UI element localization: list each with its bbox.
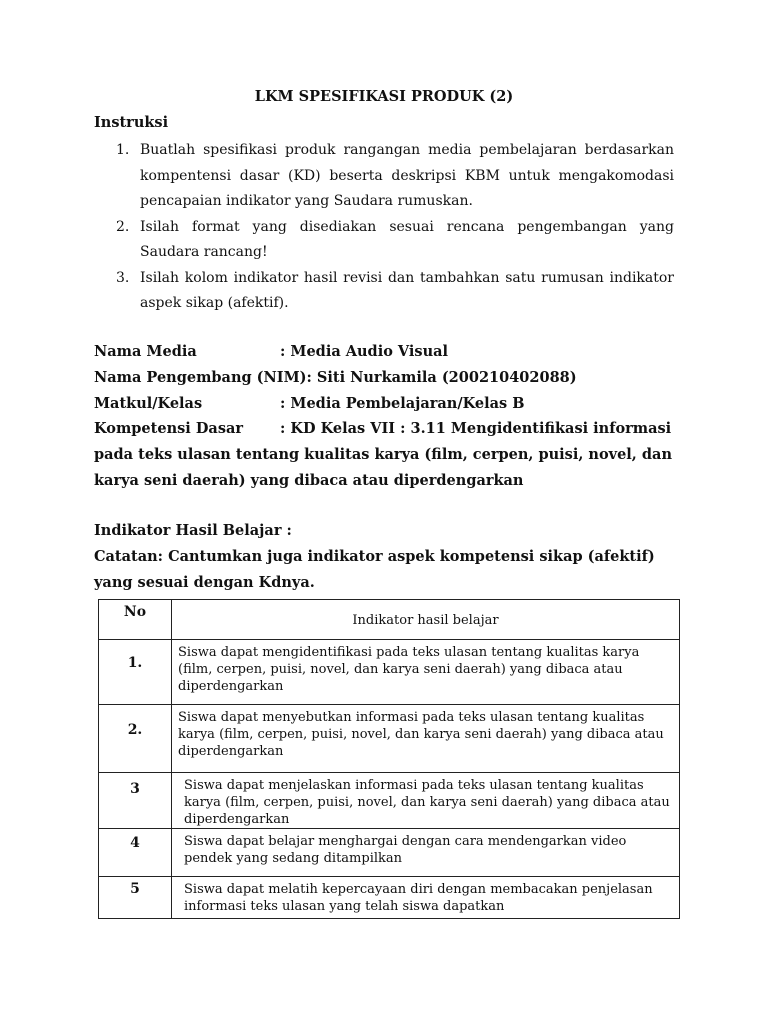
row-indicator: Siswa dapat menjelaskan informasi pada teks ulasan tentang kualitas karya (film, cerpen, puisi, novel, dan karya seni daerah) yang dibaca atau diperdengarkan bbox=[172, 773, 680, 829]
field-developer-value: : Siti Nurkamila (200210402088) bbox=[306, 369, 577, 386]
table-header-no: No bbox=[99, 600, 172, 640]
instruction-text: Isilah kolom indikator hasil revisi dan tambahkan satu rumusan indikator aspek sikap (afektif). bbox=[140, 269, 674, 311]
instruction-text: Buatlah spesifikasi produk rangangan media pembelajaran berdasarkan kompentensi dasar (KD) beserta deskripsi KBM untuk mengakomodasi pencapaian indikator yang Saudara rumuskan. bbox=[140, 142, 674, 209]
row-indicator: Siswa dapat melatih kepercayaan diri dengan membacakan penjelasan informasi teks ulasan yang telah siswa dapatkan bbox=[172, 877, 680, 919]
field-media-label: Nama Media bbox=[94, 343, 197, 360]
field-kd bbox=[94, 416, 674, 494]
instruction-item bbox=[94, 138, 674, 215]
row-indicator: Siswa dapat mengidentifikasi pada teks ulasan tentang kualitas karya (film, cerpen, puisi, novel, dan karya seni daerah) yang dibaca atau diperdengarkan bbox=[172, 640, 680, 705]
table-row bbox=[99, 705, 680, 773]
table-row bbox=[99, 640, 680, 705]
table-header-indicator: Indikator hasil belajar bbox=[172, 600, 680, 640]
document-title: LKM SPESIFIKASI PRODUK (2) bbox=[254, 88, 514, 105]
indikator-line: Indikator Hasil Belajar : bbox=[94, 522, 292, 539]
table-row bbox=[99, 877, 680, 919]
instruction-number: 3. bbox=[116, 269, 130, 286]
row-indicator: Siswa dapat menyebutkan informasi pada teks ulasan tentang kualitas karya (film, cerpen, puisi, novel, dan karya seni daerah) yang dibaca atau diperdengarkan bbox=[172, 705, 680, 773]
table-header-row bbox=[99, 600, 680, 640]
row-number: 1. bbox=[99, 640, 172, 705]
instruction-item bbox=[94, 215, 674, 266]
field-class bbox=[94, 395, 525, 412]
instructions-list bbox=[94, 138, 674, 317]
field-media-value: : Media Audio Visual bbox=[280, 343, 449, 360]
field-kd-value: : KD Kelas VII : 3.11 Mengidentifikasi informasi pada teks ulasan tentang kualitas karya (film, cerpen, puisi, novel, dan karya seni daerah) yang dibaca atau diperdengarkan bbox=[94, 420, 672, 489]
catatan-note: Catatan: Cantumkan juga indikator aspek kompetensi sikap (afektif) yang sesuai dengan Kdnya. bbox=[94, 548, 655, 591]
row-indicator: Siswa dapat belajar menghargai dengan cara mendengarkan video pendek yang sedang ditampilkan bbox=[172, 829, 680, 877]
indicator-table bbox=[98, 599, 680, 919]
table-row bbox=[99, 829, 680, 877]
field-developer-label: Nama Pengembang (NIM) bbox=[94, 369, 307, 386]
instruction-item bbox=[94, 266, 674, 317]
instruction-number: 2. bbox=[116, 218, 130, 235]
field-media bbox=[94, 343, 448, 360]
instruction-text: Isilah format yang disediakan sesuai rencana pengembangan yang Saudara rancang! bbox=[140, 218, 674, 260]
field-class-label: Matkul/Kelas bbox=[94, 395, 203, 412]
table-row bbox=[99, 773, 680, 829]
field-class-value: : Media Pembelajaran/Kelas B bbox=[280, 395, 525, 412]
row-number: 2. bbox=[99, 705, 172, 773]
row-number: 5 bbox=[99, 877, 172, 919]
instruction-number: 1. bbox=[116, 142, 130, 158]
instructions-heading: Instruksi bbox=[94, 114, 169, 131]
field-developer bbox=[94, 369, 577, 386]
field-kd-label: Kompetensi Dasar bbox=[94, 420, 244, 437]
row-number: 4 bbox=[99, 829, 172, 877]
row-number: 3 bbox=[99, 773, 172, 829]
